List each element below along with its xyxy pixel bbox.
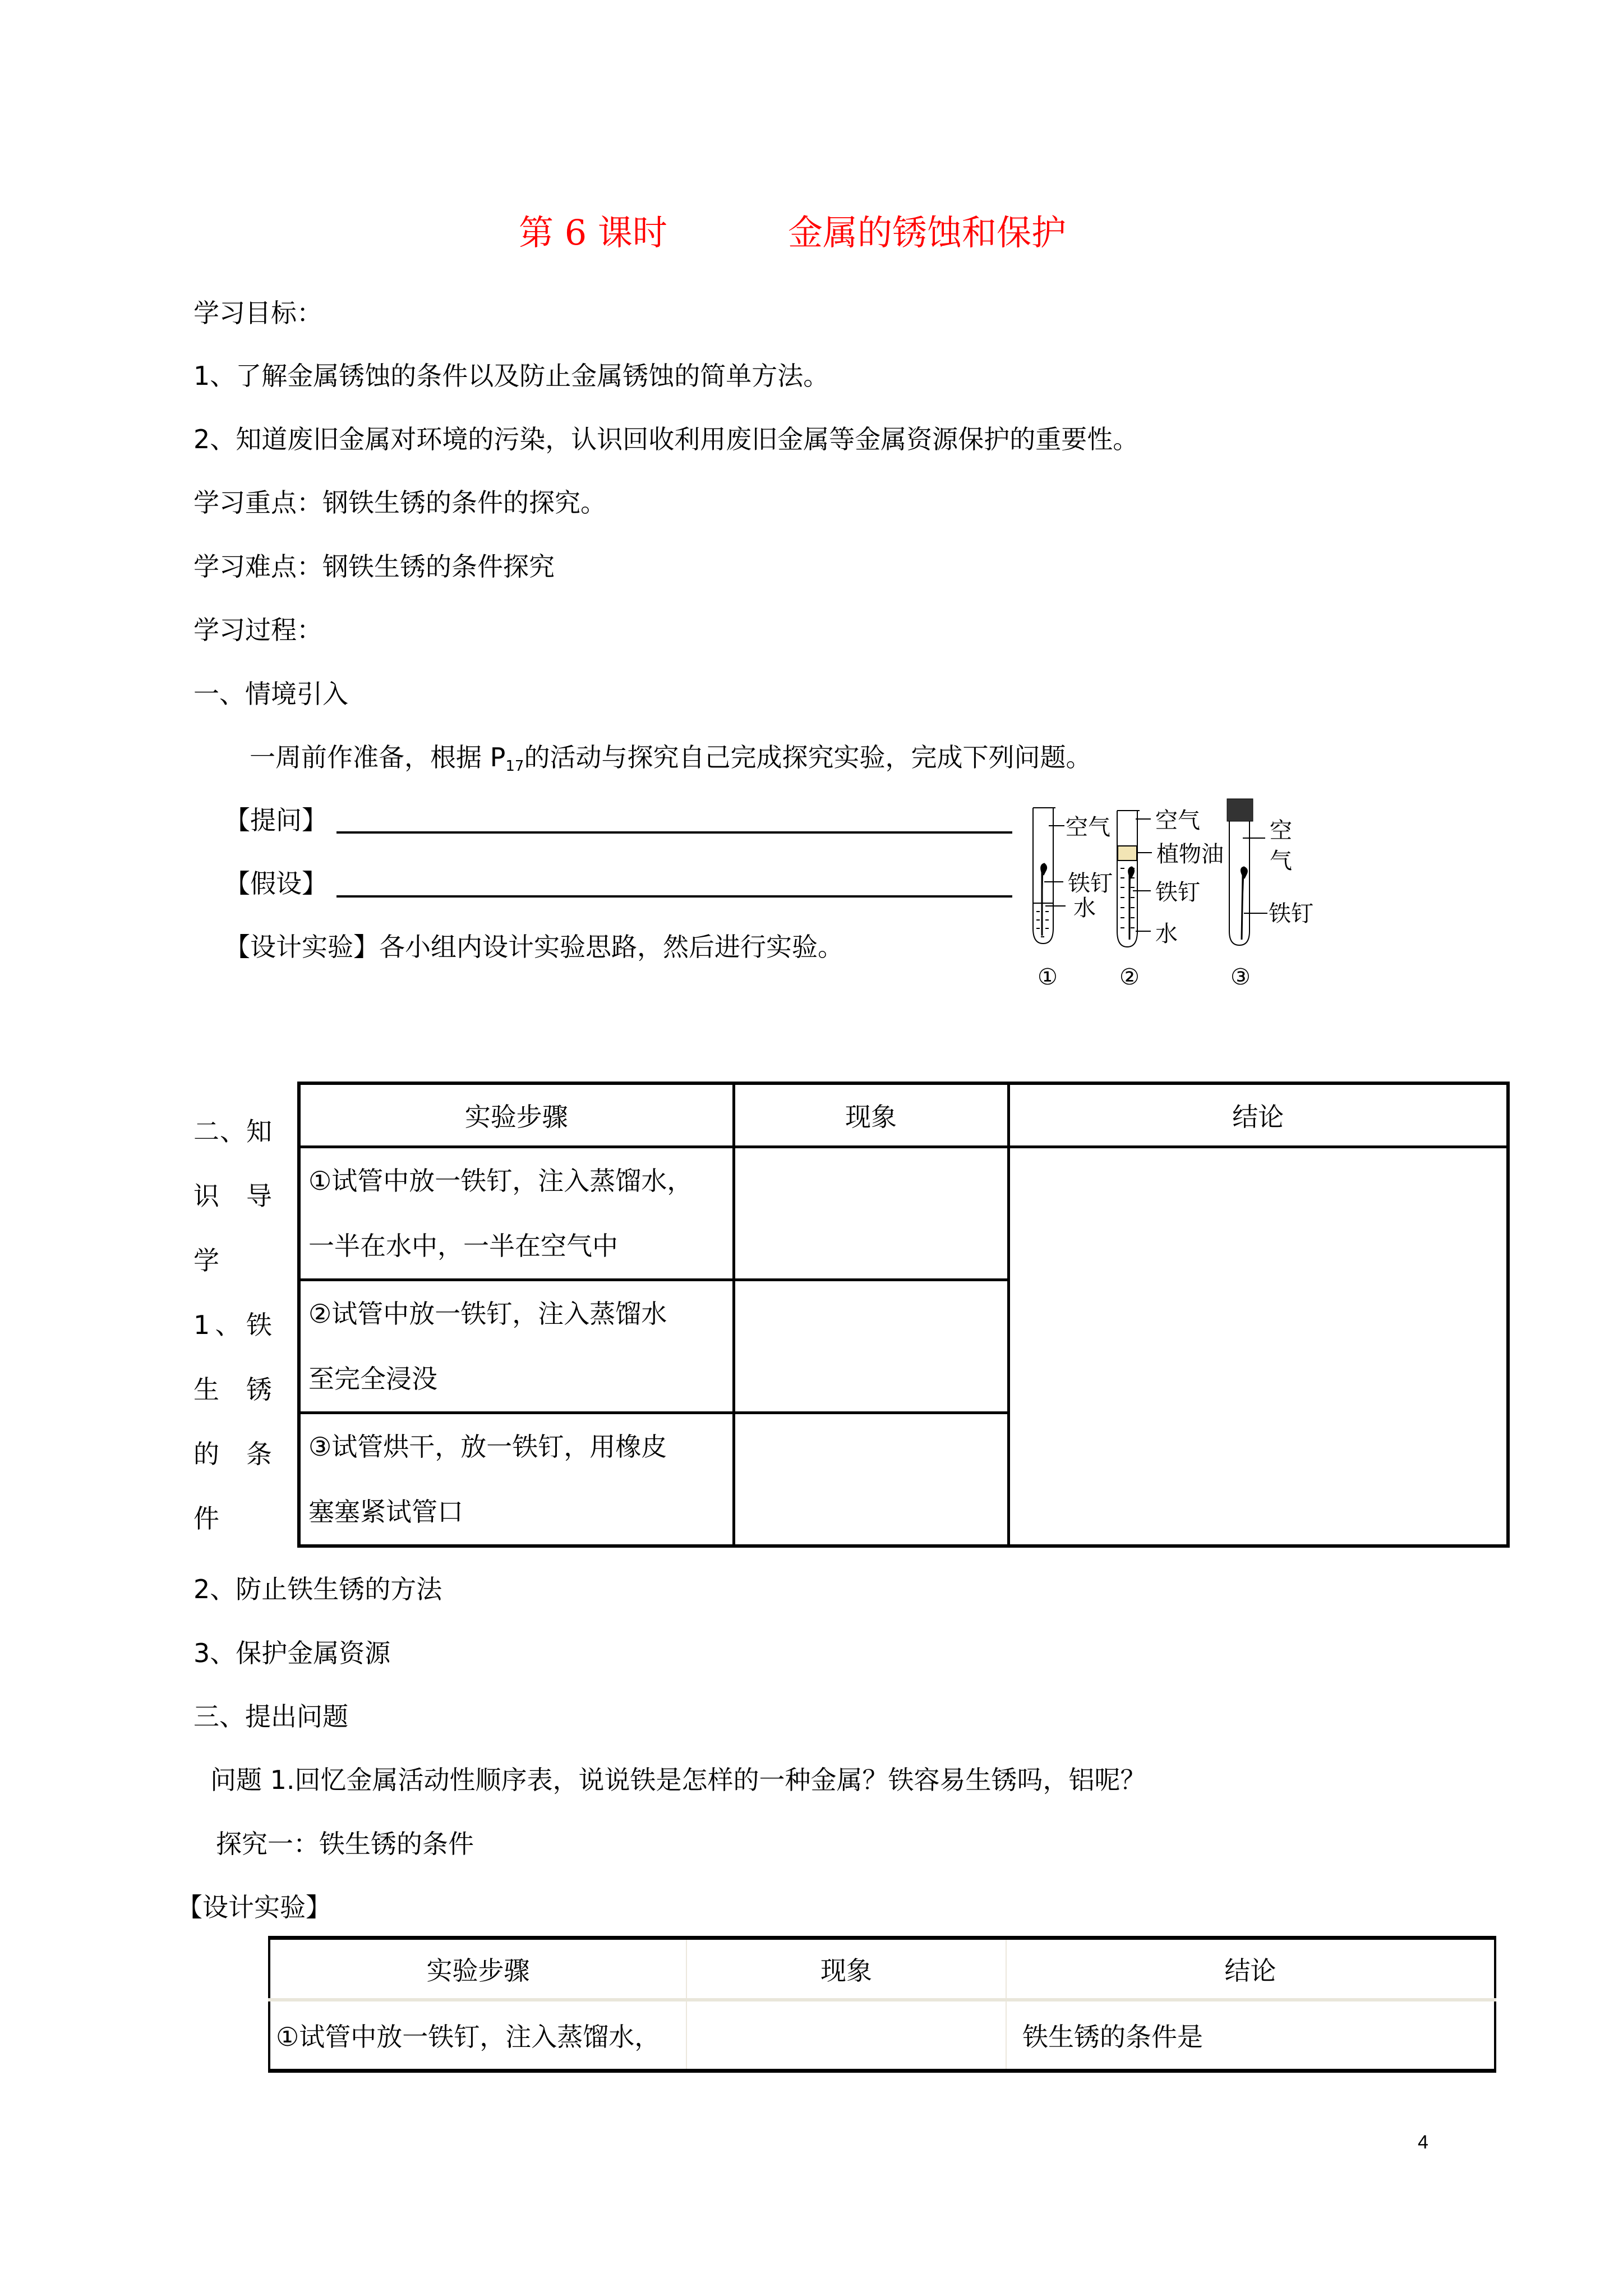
intro-post: 的活动与探究自己完成探究实验，完成下列问题。 xyxy=(524,742,1092,772)
intro-sub: 17 xyxy=(505,758,524,775)
page-number: 4 xyxy=(1418,2132,1428,2153)
step-line: 至完全浸没 xyxy=(308,1364,437,1394)
header-phenomenon: 现象 xyxy=(686,1938,1006,2000)
phenomenon-cell[interactable] xyxy=(734,1413,1008,1547)
table-row xyxy=(269,2000,1495,2071)
question-label: 【提问】 xyxy=(224,805,328,835)
objective-item-2: 2、知道废旧金属对环境的污染，认识回收利用废旧金属等金属资源保护的重要性。 xyxy=(193,424,1139,454)
phenomenon-cell[interactable] xyxy=(734,1147,1008,1280)
section3-explore1: 探究一：铁生锈的条件 xyxy=(216,1829,474,1859)
section1-intro xyxy=(250,740,1091,783)
learning-process: 学习过程： xyxy=(193,615,322,645)
step-cell xyxy=(299,1147,734,1280)
step-line: ①试管中放一铁钉，注入蒸馏水， xyxy=(308,1166,693,1196)
side-label-line: 1、铁 xyxy=(193,1310,272,1340)
objective-item-1: 1、了解金属锈蚀的条件以及防止金属锈蚀的简单方法。 xyxy=(193,361,829,391)
step-line: 塞塞紧试管口 xyxy=(308,1497,463,1527)
section1-heading: 一、情境引入 xyxy=(193,679,348,709)
intro-pre: 一周前作准备，根据 P xyxy=(250,742,506,772)
test-tube-1 xyxy=(1033,808,1066,944)
tube1-number: ① xyxy=(1038,964,1058,990)
tube2-label-air: 空气 xyxy=(1155,808,1200,834)
header-steps: 实验步骤 xyxy=(269,1938,686,2000)
section2-item2: 2、防止铁生锈的方法 xyxy=(193,1574,442,1604)
side-label-line: 二、知 xyxy=(193,1116,272,1147)
tube2-label-water: 水 xyxy=(1155,921,1178,947)
tube3-label-air-2: 气 xyxy=(1270,848,1292,874)
side-label-line: 件 xyxy=(193,1503,219,1534)
phenomenon-cell[interactable] xyxy=(686,2000,1006,2071)
step-line: ②试管中放一铁钉，注入蒸馏水 xyxy=(308,1299,667,1329)
page-title: 金属的锈蚀和保护 xyxy=(788,212,1067,253)
test-tubes-svg xyxy=(1021,797,1469,1010)
side-label-line: 生 锈 xyxy=(193,1374,272,1405)
conclusion-cell[interactable] xyxy=(1008,1147,1508,1547)
table-row xyxy=(299,1147,1508,1280)
section3-question1: 问题 1.回忆金属活动性顺序表，说说铁是怎样的一种金属？铁容易生锈吗，铝呢？ xyxy=(210,1765,1146,1795)
phenomenon-cell[interactable] xyxy=(734,1280,1008,1413)
test-tube-2 xyxy=(1117,811,1152,947)
rubber-stopper-icon xyxy=(1227,799,1253,821)
explore-table xyxy=(268,1936,1496,2073)
learning-difficulty: 学习难点：钢铁生锈的条件探究 xyxy=(193,551,555,582)
step-line: 一半在水中，一半在空气中 xyxy=(308,1231,618,1261)
tube3-label-nail: 铁钉 xyxy=(1269,901,1313,927)
header-phenomenon: 现象 xyxy=(734,1083,1008,1147)
design-experiment: 【设计实验】各小组内设计实验思路，然后进行实验。 xyxy=(224,932,843,962)
table-header-row xyxy=(299,1083,1508,1147)
tube1-label-water: 水 xyxy=(1073,895,1096,921)
header-conclusion: 结论 xyxy=(1006,1938,1495,2000)
header-steps: 实验步骤 xyxy=(299,1083,734,1147)
step-cell xyxy=(299,1280,734,1413)
section3-heading: 三、提出问题 xyxy=(193,1701,348,1732)
tube1-label-air: 空气 xyxy=(1066,815,1110,840)
learning-focus: 学习重点：钢铁生锈的条件的探究。 xyxy=(193,487,606,518)
test-tube-3 xyxy=(1227,799,1267,945)
test-tube-diagram xyxy=(1021,797,1469,1010)
section3-design: 【设计实验】 xyxy=(177,1892,331,1922)
tube1-label-nail: 铁钉 xyxy=(1068,871,1113,896)
tube3-label-air-1: 空 xyxy=(1270,818,1292,844)
step-cell: ①试管中放一铁钉，注入蒸馏水， xyxy=(276,2022,661,2052)
tube2-label-oil: 植物油 xyxy=(1156,841,1224,867)
objectives-heading: 学习目标： xyxy=(193,298,322,328)
hypothesis-blank[interactable] xyxy=(336,895,1012,898)
side-label-line: 学 xyxy=(193,1245,219,1276)
table-header-row xyxy=(269,1938,1495,2000)
step-cell xyxy=(299,1413,734,1547)
tube2-label-nail: 铁钉 xyxy=(1155,880,1200,905)
header-conclusion: 结论 xyxy=(1008,1083,1508,1147)
question-blank[interactable] xyxy=(336,831,1012,834)
tube3-number: ③ xyxy=(1230,964,1251,990)
hypothesis-label: 【假设】 xyxy=(224,868,328,899)
section2-side-label xyxy=(193,1099,272,1551)
side-label-line: 识 导 xyxy=(193,1181,272,1211)
side-label-line: 的 条 xyxy=(193,1439,272,1469)
step-line: ③试管烘干，放一铁钉，用橡皮 xyxy=(308,1432,667,1462)
tube2-number: ② xyxy=(1119,964,1140,990)
lesson-number: 第 6 课时 xyxy=(519,212,667,253)
section2-item3: 3、保护金属资源 xyxy=(193,1638,391,1668)
rust-conditions-table xyxy=(297,1082,1510,1548)
conclusion-cell[interactable]: 铁生锈的条件是 xyxy=(1006,2000,1495,2071)
